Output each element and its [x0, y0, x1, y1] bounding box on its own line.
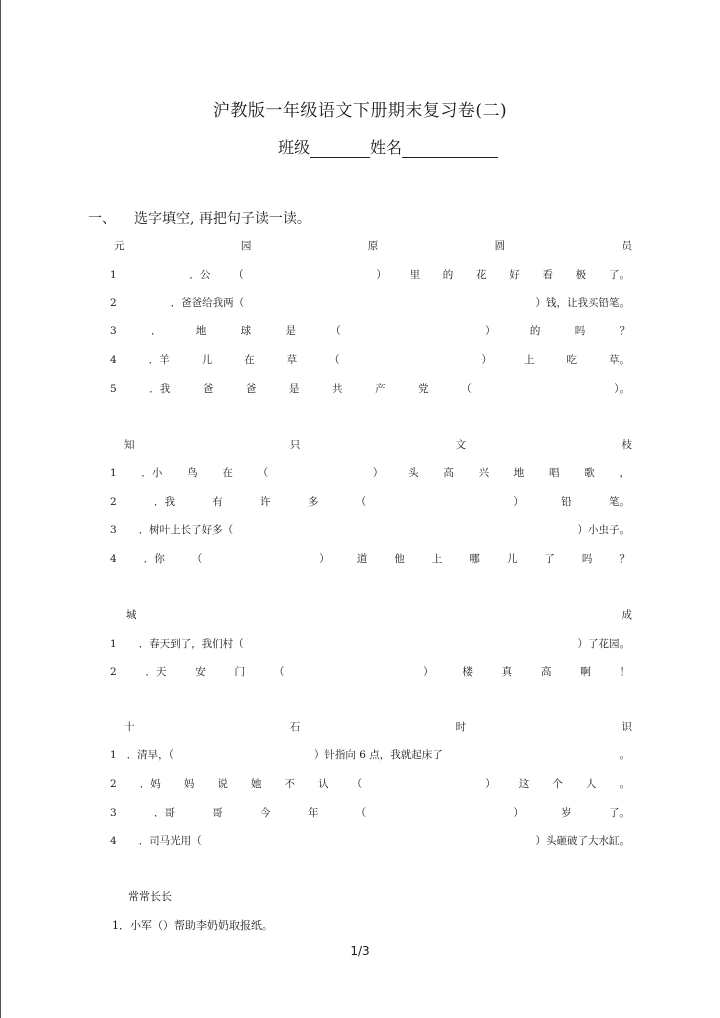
q-text: ）了花园。 — [577, 638, 630, 650]
char-option: 只 — [289, 439, 301, 451]
char-options-group-4 — [124, 719, 632, 734]
q-text: ）头砸破了大水缸。 — [535, 835, 630, 847]
q-text: ， — [619, 467, 630, 479]
char-options-group-3 — [126, 607, 632, 622]
question-row — [110, 636, 630, 651]
section-1-heading — [88, 208, 311, 228]
q-text: 年 — [307, 807, 319, 819]
q-text: 上 — [431, 553, 443, 565]
q-text: 极 — [575, 269, 587, 281]
q-text: 认 — [318, 778, 329, 790]
q-text: 道 — [356, 553, 368, 565]
q-text: ．你 — [143, 553, 165, 565]
char-option: 文 — [455, 439, 467, 451]
q-blank-close: ） — [481, 354, 492, 366]
q-text: ．羊 — [148, 354, 170, 366]
q-text: 安 — [195, 666, 206, 678]
q-blank-close: ） — [513, 807, 524, 819]
question-row — [110, 776, 630, 791]
q-text: 笔。 — [608, 496, 630, 508]
q-blank-close: ）。 — [614, 383, 630, 395]
q-text: 歌 — [584, 467, 595, 479]
q-text: 啊 — [580, 666, 591, 678]
q-number: 3 — [110, 524, 117, 536]
char-option: 十 — [124, 721, 135, 733]
q-text: 儿 — [506, 553, 518, 565]
q-text: 不 — [284, 778, 295, 790]
q-blank-open: （ — [191, 553, 203, 565]
q-blank-open: （ — [273, 666, 285, 678]
q-blank-close: ） — [372, 467, 384, 479]
q-text: 说 — [217, 778, 228, 790]
q-text: 鸟 — [187, 467, 198, 479]
q-text: 是 — [285, 325, 296, 337]
q-blank-open: （ — [233, 269, 244, 281]
q-text: 高 — [443, 467, 454, 479]
q-number: 1 — [110, 749, 117, 761]
q-text: ． — [151, 325, 162, 337]
q-text: ．妈 — [139, 778, 161, 790]
section-instruction: 选字填空, 再把句子读一读。 — [134, 211, 311, 227]
q-text: 铅 — [561, 496, 572, 508]
q-text: 有 — [212, 496, 223, 508]
q-text: 吗 — [574, 325, 586, 337]
q-text: ．哥 — [153, 807, 175, 819]
char-option: 识 — [621, 721, 632, 733]
q-blank-open: （ — [329, 354, 340, 366]
q-text: 吗 — [581, 553, 593, 565]
char-option: 枝 — [621, 439, 632, 451]
q-text: ！ — [619, 666, 630, 678]
question-row — [110, 352, 630, 367]
q-text: 她 — [250, 778, 262, 790]
q-text: ）钱，让我买铅笔。 — [535, 297, 630, 309]
q-blank-open: （ — [330, 325, 341, 337]
q-text: ．公 — [189, 269, 211, 281]
question-row — [110, 551, 630, 566]
q-text: ．清早，（ — [126, 749, 174, 761]
name-blank[interactable] — [402, 143, 498, 158]
q-number: 2 — [110, 778, 117, 790]
q-number: 3 — [110, 325, 117, 337]
q-text: ．司马光用（ — [138, 835, 202, 847]
q-text: 。 — [619, 749, 630, 761]
char-option: 元 — [114, 240, 125, 252]
section-number: 一、 — [88, 211, 116, 227]
q-text: 头 — [408, 467, 419, 479]
q-blank-close: ） — [485, 778, 496, 790]
question-row — [110, 465, 630, 480]
page-number: 1/3 — [350, 944, 370, 958]
q-number: 2 — [110, 496, 117, 508]
question-row — [110, 494, 630, 509]
name-label: 姓名 — [370, 138, 403, 157]
q-text: 看 — [542, 269, 553, 281]
q-text: 是 — [288, 383, 300, 395]
q-text: 哪 — [469, 553, 480, 565]
q-text: 吃 — [566, 354, 577, 366]
q-number: 1 — [110, 638, 117, 650]
q-text: 门 — [234, 666, 246, 678]
q-text: ？ — [619, 325, 630, 337]
question-row — [110, 805, 630, 820]
q-text: ．我 — [149, 383, 171, 395]
q-text: 草。 — [608, 354, 630, 366]
q-text: 许 — [260, 496, 271, 508]
q-text: ．小 — [141, 467, 163, 479]
q-text: 了。 — [608, 807, 630, 819]
q-text: 共 — [332, 383, 343, 395]
question-row — [110, 747, 630, 762]
q-text: ？ — [619, 553, 630, 565]
q-text: ．树叶上长了好多（ — [138, 524, 234, 536]
q-text: ）小虫子。 — [577, 524, 630, 536]
q-text: 哥 — [212, 807, 223, 819]
q-text: 了 — [544, 553, 555, 565]
question-row — [110, 295, 630, 310]
q-text: 兴 — [478, 467, 490, 479]
char-option: 城 — [126, 609, 137, 621]
page-title: 沪教版一年级语文下册期末复习卷(二) — [212, 101, 508, 121]
q-text: 在 — [222, 467, 233, 479]
q-blank-close: ） — [485, 325, 496, 337]
group-5-chars: 常常长长 — [128, 890, 172, 903]
q-text: 人 — [585, 778, 597, 790]
page-left-edge — [0, 0, 1, 1018]
q-number: 4 — [110, 835, 117, 847]
q-text: 上 — [523, 354, 535, 366]
q-number: 4 — [110, 354, 117, 366]
q-text: 了。 — [608, 269, 630, 281]
q-text: 爸 — [202, 383, 214, 395]
q-text: ．春天到了，我们村（ — [138, 638, 244, 650]
q-number: 5 — [110, 383, 117, 395]
class-name-line — [278, 135, 498, 158]
char-option: 园 — [240, 240, 252, 252]
q-blank-open: （ — [351, 778, 363, 790]
question-row — [110, 522, 630, 537]
q-text: ．爸爸给我两（ — [170, 297, 245, 309]
char-option: 员 — [621, 240, 632, 252]
q-text: ．我 — [153, 496, 175, 508]
q-text: 的 — [529, 325, 541, 337]
q-text: 他 — [394, 553, 405, 565]
q-text: 个 — [552, 778, 563, 790]
char-option: 成 — [621, 609, 632, 621]
q-text: 花 — [476, 269, 487, 281]
question-row — [110, 381, 630, 396]
q-text: 这 — [518, 778, 530, 790]
char-options-group-1 — [114, 238, 632, 253]
q-blank-close: ） — [513, 496, 524, 508]
q-blank-open: （ — [355, 807, 367, 819]
class-label: 班级 — [278, 138, 311, 157]
q-text: 岁 — [561, 807, 572, 819]
q-text: 的 — [442, 269, 454, 281]
q-number: 1 — [110, 269, 117, 281]
q-number: 1 — [110, 467, 117, 479]
question-row — [110, 833, 630, 848]
q-text: 多 — [307, 496, 319, 508]
char-option: 石 — [289, 721, 301, 733]
q-number: 4 — [110, 553, 117, 565]
q-text: 楼 — [462, 666, 473, 678]
q-blank-open: （ — [257, 467, 269, 479]
q-number: 2 — [110, 297, 117, 309]
q-text: 在 — [244, 354, 255, 366]
q-text: 唱 — [549, 467, 560, 479]
q-text: 地 — [513, 467, 525, 479]
q-text: 草 — [286, 354, 298, 366]
char-option: 时 — [455, 721, 467, 733]
q-text: 党 — [418, 383, 429, 395]
q-text: 产 — [375, 383, 386, 395]
char-option: 知 — [124, 439, 135, 451]
q-text: ）针指向 6 点，我就起床了 — [313, 749, 443, 761]
char-options-group-2 — [124, 437, 632, 452]
q-blank-close: ） — [423, 666, 434, 678]
q-blank-open: （ — [461, 383, 472, 395]
q-blank-close: ） — [376, 269, 387, 281]
q-text: ．天 — [145, 666, 167, 678]
q-text: 爸 — [245, 383, 257, 395]
q-number: 2 — [110, 666, 117, 678]
q-text: 今 — [260, 807, 271, 819]
class-blank[interactable] — [310, 143, 370, 158]
question-row: 1．小军（）帮助李奶奶取报纸。 — [112, 919, 273, 932]
q-text: 地 — [195, 325, 207, 337]
q-blank-close: ） — [319, 553, 330, 565]
char-option: 圆 — [494, 240, 506, 252]
q-text: 真 — [501, 666, 513, 678]
question-row — [110, 664, 630, 679]
q-text: 妈 — [183, 778, 195, 790]
q-text: 球 — [240, 325, 252, 337]
question-row — [110, 323, 630, 338]
q-text: 高 — [540, 666, 552, 678]
question-row — [110, 267, 630, 282]
q-text: 。 — [619, 778, 630, 790]
q-blank-open: （ — [355, 496, 367, 508]
q-text: 儿 — [201, 354, 213, 366]
q-text: 好 — [509, 269, 520, 281]
char-option: 原 — [367, 240, 379, 252]
q-number: 3 — [110, 807, 117, 819]
q-text: 里 — [409, 269, 421, 281]
